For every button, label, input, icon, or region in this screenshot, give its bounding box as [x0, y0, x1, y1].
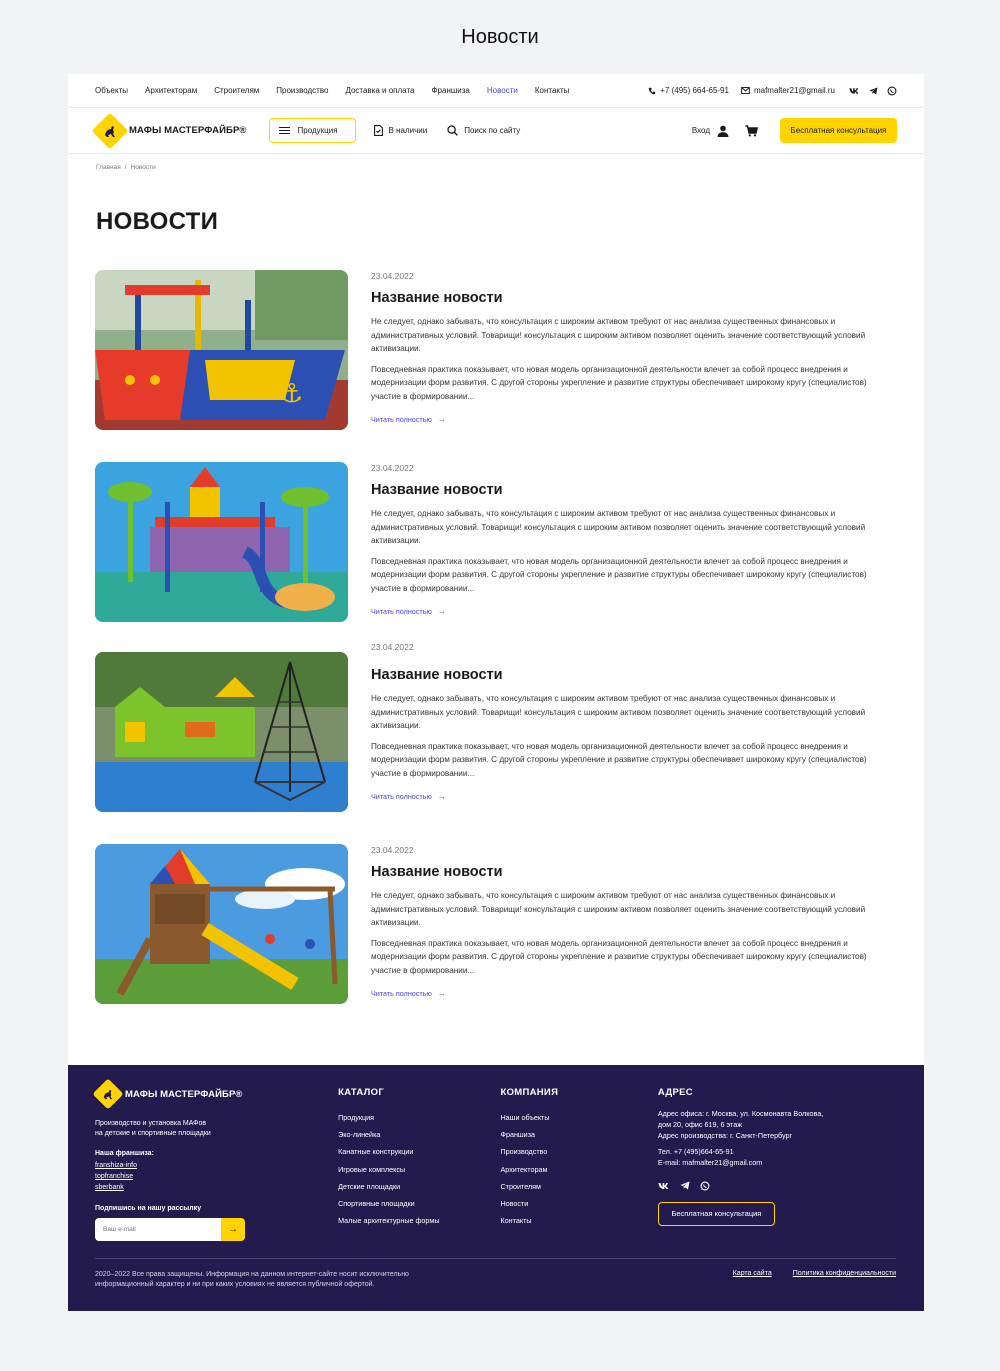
nav-production[interactable]: Производство [276, 86, 329, 95]
products-menu-button[interactable]: Продукция [269, 118, 356, 143]
nav-delivery[interactable]: Доставка и оплата [345, 86, 415, 95]
footer-link[interactable]: Франшиза [500, 1130, 535, 1140]
breadcrumb-current: Новости [130, 164, 156, 171]
footer-email[interactable]: E-mail: mafmaſter21@gmail.com [657, 1158, 763, 1168]
footer-tagline: Производство и установка МАФов на детские и спортивные площадки [95, 1120, 211, 1137]
login-link[interactable]: Вход [691, 126, 710, 135]
presentation-title: Новости [461, 26, 539, 48]
news-body [371, 462, 897, 622]
news-date: 23.04.2022 [371, 642, 414, 652]
page-title: НОВОСТИ [96, 208, 219, 235]
news-date: 23.04.2022 [371, 463, 414, 473]
footer-link[interactable]: Детские площадки [338, 1181, 401, 1191]
news-body [371, 642, 897, 812]
footer-link[interactable]: Продукция [338, 1113, 375, 1122]
read-more-link[interactable]: Читать полностью → [371, 989, 446, 998]
footer-link[interactable]: Новости [500, 1199, 529, 1209]
read-more-link[interactable]: Читать полностью → [371, 607, 446, 616]
footer-link[interactable]: Строителям [500, 1181, 541, 1191]
breadcrumb [68, 154, 924, 176]
franchise-links [95, 1160, 338, 1193]
email-input[interactable] [95, 1218, 221, 1241]
news-item [95, 642, 897, 812]
news-body [371, 270, 897, 430]
nav-builders[interactable]: Строителям [214, 86, 260, 95]
arrow-right-icon: → [437, 989, 446, 998]
free-consultation-button[interactable]: Бесплатная консультация [780, 118, 897, 143]
footer-link[interactable]: Канатные конструкции [338, 1147, 414, 1157]
news-excerpt: Повседневная практика показывает, что новая модель организационной деятельности влечет за собой процесс внедрения и модернизации форм развития. С другой стороны укрепление и развитие структуры обеспечивает широкому кругу (специалистов) участие в формировании... [371, 364, 867, 401]
kangaroo-logo-icon [92, 112, 129, 149]
site-frame [68, 74, 924, 1311]
user-icon[interactable] [717, 125, 729, 137]
news-date: 23.04.2022 [371, 271, 414, 281]
news-title[interactable]: Название новости [371, 290, 503, 306]
footer-link[interactable]: Малые архитектурные формы [338, 1216, 440, 1226]
footer-social [658, 1181, 897, 1191]
news-body [371, 844, 897, 1004]
footer-consultation-button[interactable]: Бесплатная консультация [658, 1202, 775, 1226]
whatsapp-icon[interactable] [700, 1181, 710, 1191]
footer-link[interactable]: Эко-линейка [338, 1130, 381, 1140]
sitemap-link[interactable]: Карта сайта [732, 1270, 772, 1277]
whatsapp-icon[interactable] [887, 86, 897, 96]
news-item [95, 270, 897, 430]
footer-link[interactable]: Производство [500, 1147, 548, 1157]
top-email[interactable]: mafmaſter21@gmail.ru [741, 86, 835, 95]
svg-text:⚓: ⚓ [280, 379, 304, 409]
playground-rope-pyramid-image[interactable] [95, 652, 348, 812]
footer-link[interactable]: Архитекторам [500, 1164, 548, 1174]
subscribe-submit-button[interactable] [221, 1218, 245, 1241]
vk-icon[interactable] [658, 1182, 670, 1190]
header-actions [692, 118, 897, 143]
news-excerpt: Повседневная практика показывает, что новая модель организационной деятельности влечет за собой процесс внедрения и модернизации форм развития. С другой стороны укрепление и развитие структуры обеспечивает широкому кругу (специалистов) участие в формировании... [371, 938, 867, 975]
vk-icon[interactable] [849, 87, 860, 95]
address-block: Адрес офиса: г. Москва, ул. Космонавта Волкова, дом 20, офис 619, 6 этаж Адрес производства: г. Санкт-Петербург [657, 1109, 824, 1140]
news-excerpt: Не следует, однако забывать, что консультация с широким активом требуют от нас анализа существенных финансовых и административных условий. Товарищи! консультация с широким активом позволяет оценить значение соответствующий условий активизации. [371, 694, 866, 730]
footer-bottom [95, 1258, 896, 1290]
nav-contacts[interactable]: Контакты [534, 86, 570, 95]
news-item [95, 844, 897, 1004]
news-excerpt: Не следует, однако забывать, что консультация с широким активом требуют от нас анализа существенных финансовых и административных условий. Товарищи! консультация с широким активом позволяет оценить значение соответствующий условий активизации. [371, 891, 866, 927]
playground-castle-image[interactable] [95, 462, 348, 622]
site-logo[interactable]: МАФЫ МАСТЕРФАЙБР® [95, 118, 247, 144]
nav-architects[interactable]: Архитекторам [145, 86, 198, 95]
site-search[interactable]: Поиск по сайту [447, 125, 520, 136]
franchise-link[interactable]: sberbank [95, 1184, 124, 1191]
footer-link[interactable]: Игровые комплексы [338, 1164, 406, 1174]
footer-link[interactable]: Наши объекты [500, 1113, 550, 1122]
footer-catalog [338, 1083, 500, 1241]
cart-icon[interactable] [745, 125, 758, 137]
franchise-link[interactable]: franshiza-info [95, 1162, 138, 1169]
news-excerpt: Не следует, однако забывать, что консультация с широким активом требуют от нас анализа существенных финансовых и административных условий. Товарищи! консультация с широким активом позволяет оценить значение соответствующий условий активизации. [371, 509, 866, 545]
top-social [849, 86, 897, 96]
news-list [68, 270, 924, 1004]
footer-company [500, 1083, 657, 1241]
footer-address [658, 1083, 897, 1241]
footer-company-title: КОМПАНИЯ [500, 1087, 559, 1098]
footer-catalog-title: КАТАЛОГ [338, 1087, 385, 1098]
footer-link[interactable]: Контакты [500, 1216, 532, 1226]
top-phone[interactable]: +7 (495) 664-65-91 [648, 86, 729, 95]
footer-phone[interactable]: Тел. +7 (495)664-65-91 [657, 1147, 734, 1157]
nav-objects[interactable]: Объекты [95, 86, 128, 95]
news-excerpt: Повседневная практика показывает, что новая модель организационной деятельности влечет за собой процесс внедрения и модернизации форм развития. С другой стороны укрепление и развитие структуры обеспечивает широкому кругу (специалистов) участие в формировании... [371, 556, 867, 593]
phone-icon [648, 87, 656, 95]
footer-logo[interactable]: МАФЫ МАСТЕРФАЙБР® [95, 1083, 338, 1105]
subscribe-label: Подпишись на нашу рассылку [95, 1205, 202, 1212]
mail-icon [741, 87, 750, 94]
nav-news[interactable]: Новости [486, 86, 518, 95]
footer-link[interactable]: Спортивные площадки [338, 1199, 415, 1209]
main-header [68, 108, 924, 154]
top-bar [68, 74, 924, 108]
arrow-right-icon: → [437, 607, 446, 616]
breadcrumb-home[interactable]: Главная [96, 164, 121, 171]
breadcrumb-separator: / [124, 164, 127, 171]
top-nav [95, 86, 586, 95]
arrow-right-icon: → [437, 415, 446, 424]
subscribe-form [95, 1218, 245, 1241]
copyright: 2020–2022 Все права защищены. Информация на данном интернет-сайте носит исключительно информационный характер и ни при каких условиях не является публичной офертой. [95, 1271, 409, 1288]
document-icon [374, 125, 383, 136]
footer-legal-links [733, 1270, 896, 1290]
franchise-link[interactable]: topfranchise [95, 1173, 134, 1180]
menu-icon [279, 125, 290, 137]
read-more-link[interactable]: Читать полностью → [371, 792, 446, 801]
arrow-right-icon: → [228, 1224, 238, 1235]
playground-ship-image[interactable] [95, 270, 348, 430]
site-footer [68, 1065, 924, 1311]
news-item [95, 462, 897, 622]
news-excerpt: Повседневная практика показывает, что новая модель организационной деятельности влечет за собой процесс внедрения и модернизации форм развития. С другой стороны укрепление и развитие структуры обеспечивает широкому кругу (специалистов) участие в формировании... [371, 741, 867, 778]
telegram-icon[interactable] [869, 87, 878, 95]
privacy-policy-link[interactable]: Политика конфиденциальности [792, 1270, 896, 1277]
news-excerpt: Не следует, однако забывать, что консультация с широким активом требуют от нас анализа существенных финансовых и административных условий. Товарищи! консультация с широким активом позволяет оценить значение соответствующий условий активизации. [371, 317, 866, 353]
arrow-right-icon: → [437, 792, 446, 801]
news-date: 23.04.2022 [371, 845, 414, 855]
kangaroo-logo-icon [92, 1078, 123, 1109]
footer-brand [95, 1083, 338, 1241]
in-stock-link[interactable]: В наличии [374, 125, 428, 136]
playground-wooden-tower-image[interactable] [95, 844, 348, 1004]
news-title[interactable]: Название новости [371, 864, 503, 880]
telegram-icon[interactable] [680, 1181, 690, 1190]
footer-contacts [658, 1147, 897, 1169]
search-icon [447, 125, 458, 136]
footer-address-title: АДРЕС [657, 1087, 693, 1098]
news-title[interactable]: Название новости [371, 667, 503, 683]
nav-franchise[interactable]: Франшиза [431, 86, 470, 95]
franchise-label: Наша франшиза: [95, 1150, 154, 1157]
news-title[interactable]: Название новости [371, 482, 503, 498]
top-contacts [636, 86, 897, 96]
read-more-link[interactable]: Читать полностью → [371, 415, 446, 424]
